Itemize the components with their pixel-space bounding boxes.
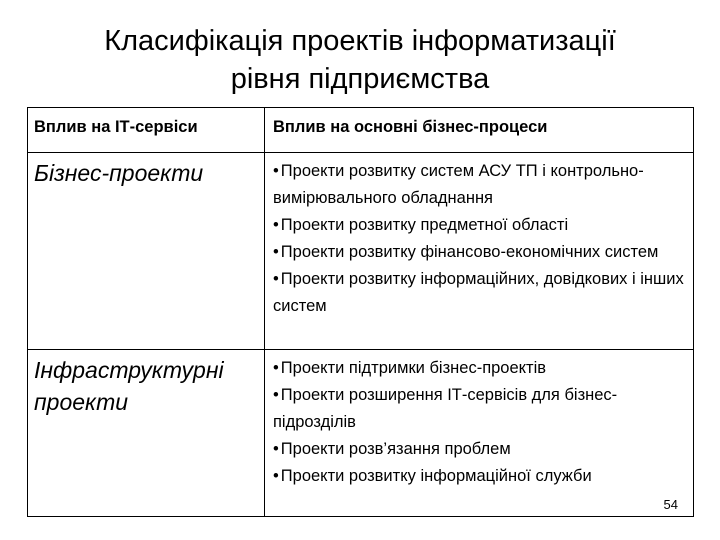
- table-header-row: [28, 108, 694, 153]
- items-cell: [265, 153, 694, 350]
- category-cell: [28, 153, 265, 350]
- list-item: • Проекти розвитку фінансово-економічних систем: [273, 239, 687, 266]
- list-item: • Проекти розв’язання проблем: [273, 436, 687, 463]
- header-cell-it-services: [28, 108, 265, 153]
- items-cell: [265, 350, 694, 517]
- header-label-it-services: Вплив на ІТ-сервіси: [34, 118, 198, 136]
- classification-table: [27, 107, 694, 517]
- slide-title: [0, 22, 720, 98]
- project-list: [265, 350, 693, 490]
- page-number: 54: [663, 497, 678, 512]
- header-cell-business-processes: [265, 108, 694, 153]
- slide-title-line-1: Класифікація проектів інформатизації: [104, 25, 616, 57]
- project-list: [265, 153, 693, 320]
- list-item: • Проекти розвитку систем АСУ ТП і контрольно-вимірювального обладнання: [273, 158, 687, 212]
- list-item: • Проекти розвитку інформаційних, довідкових і інших систем: [273, 266, 687, 320]
- category-cell: [28, 350, 265, 517]
- header-label-business-processes: Вплив на основні бізнес-процеси: [273, 118, 548, 136]
- list-item: • Проекти розвитку предметної області: [273, 212, 687, 239]
- list-item: • Проекти підтримки бізнес-проектів: [273, 355, 687, 382]
- category-infrastructure-projects: Інфраструктурні проекти: [34, 357, 224, 415]
- table-row: [28, 153, 694, 350]
- category-business-projects: Бізнес-проекти: [34, 160, 204, 186]
- list-item: • Проекти розширення ІТ-сервісів для бізнес-підрозділів: [273, 382, 687, 436]
- table-row: [28, 350, 694, 517]
- list-item: • Проекти розвитку інформаційної служби: [273, 463, 687, 490]
- slide-title-line-2: рівня підприємства: [230, 63, 490, 95]
